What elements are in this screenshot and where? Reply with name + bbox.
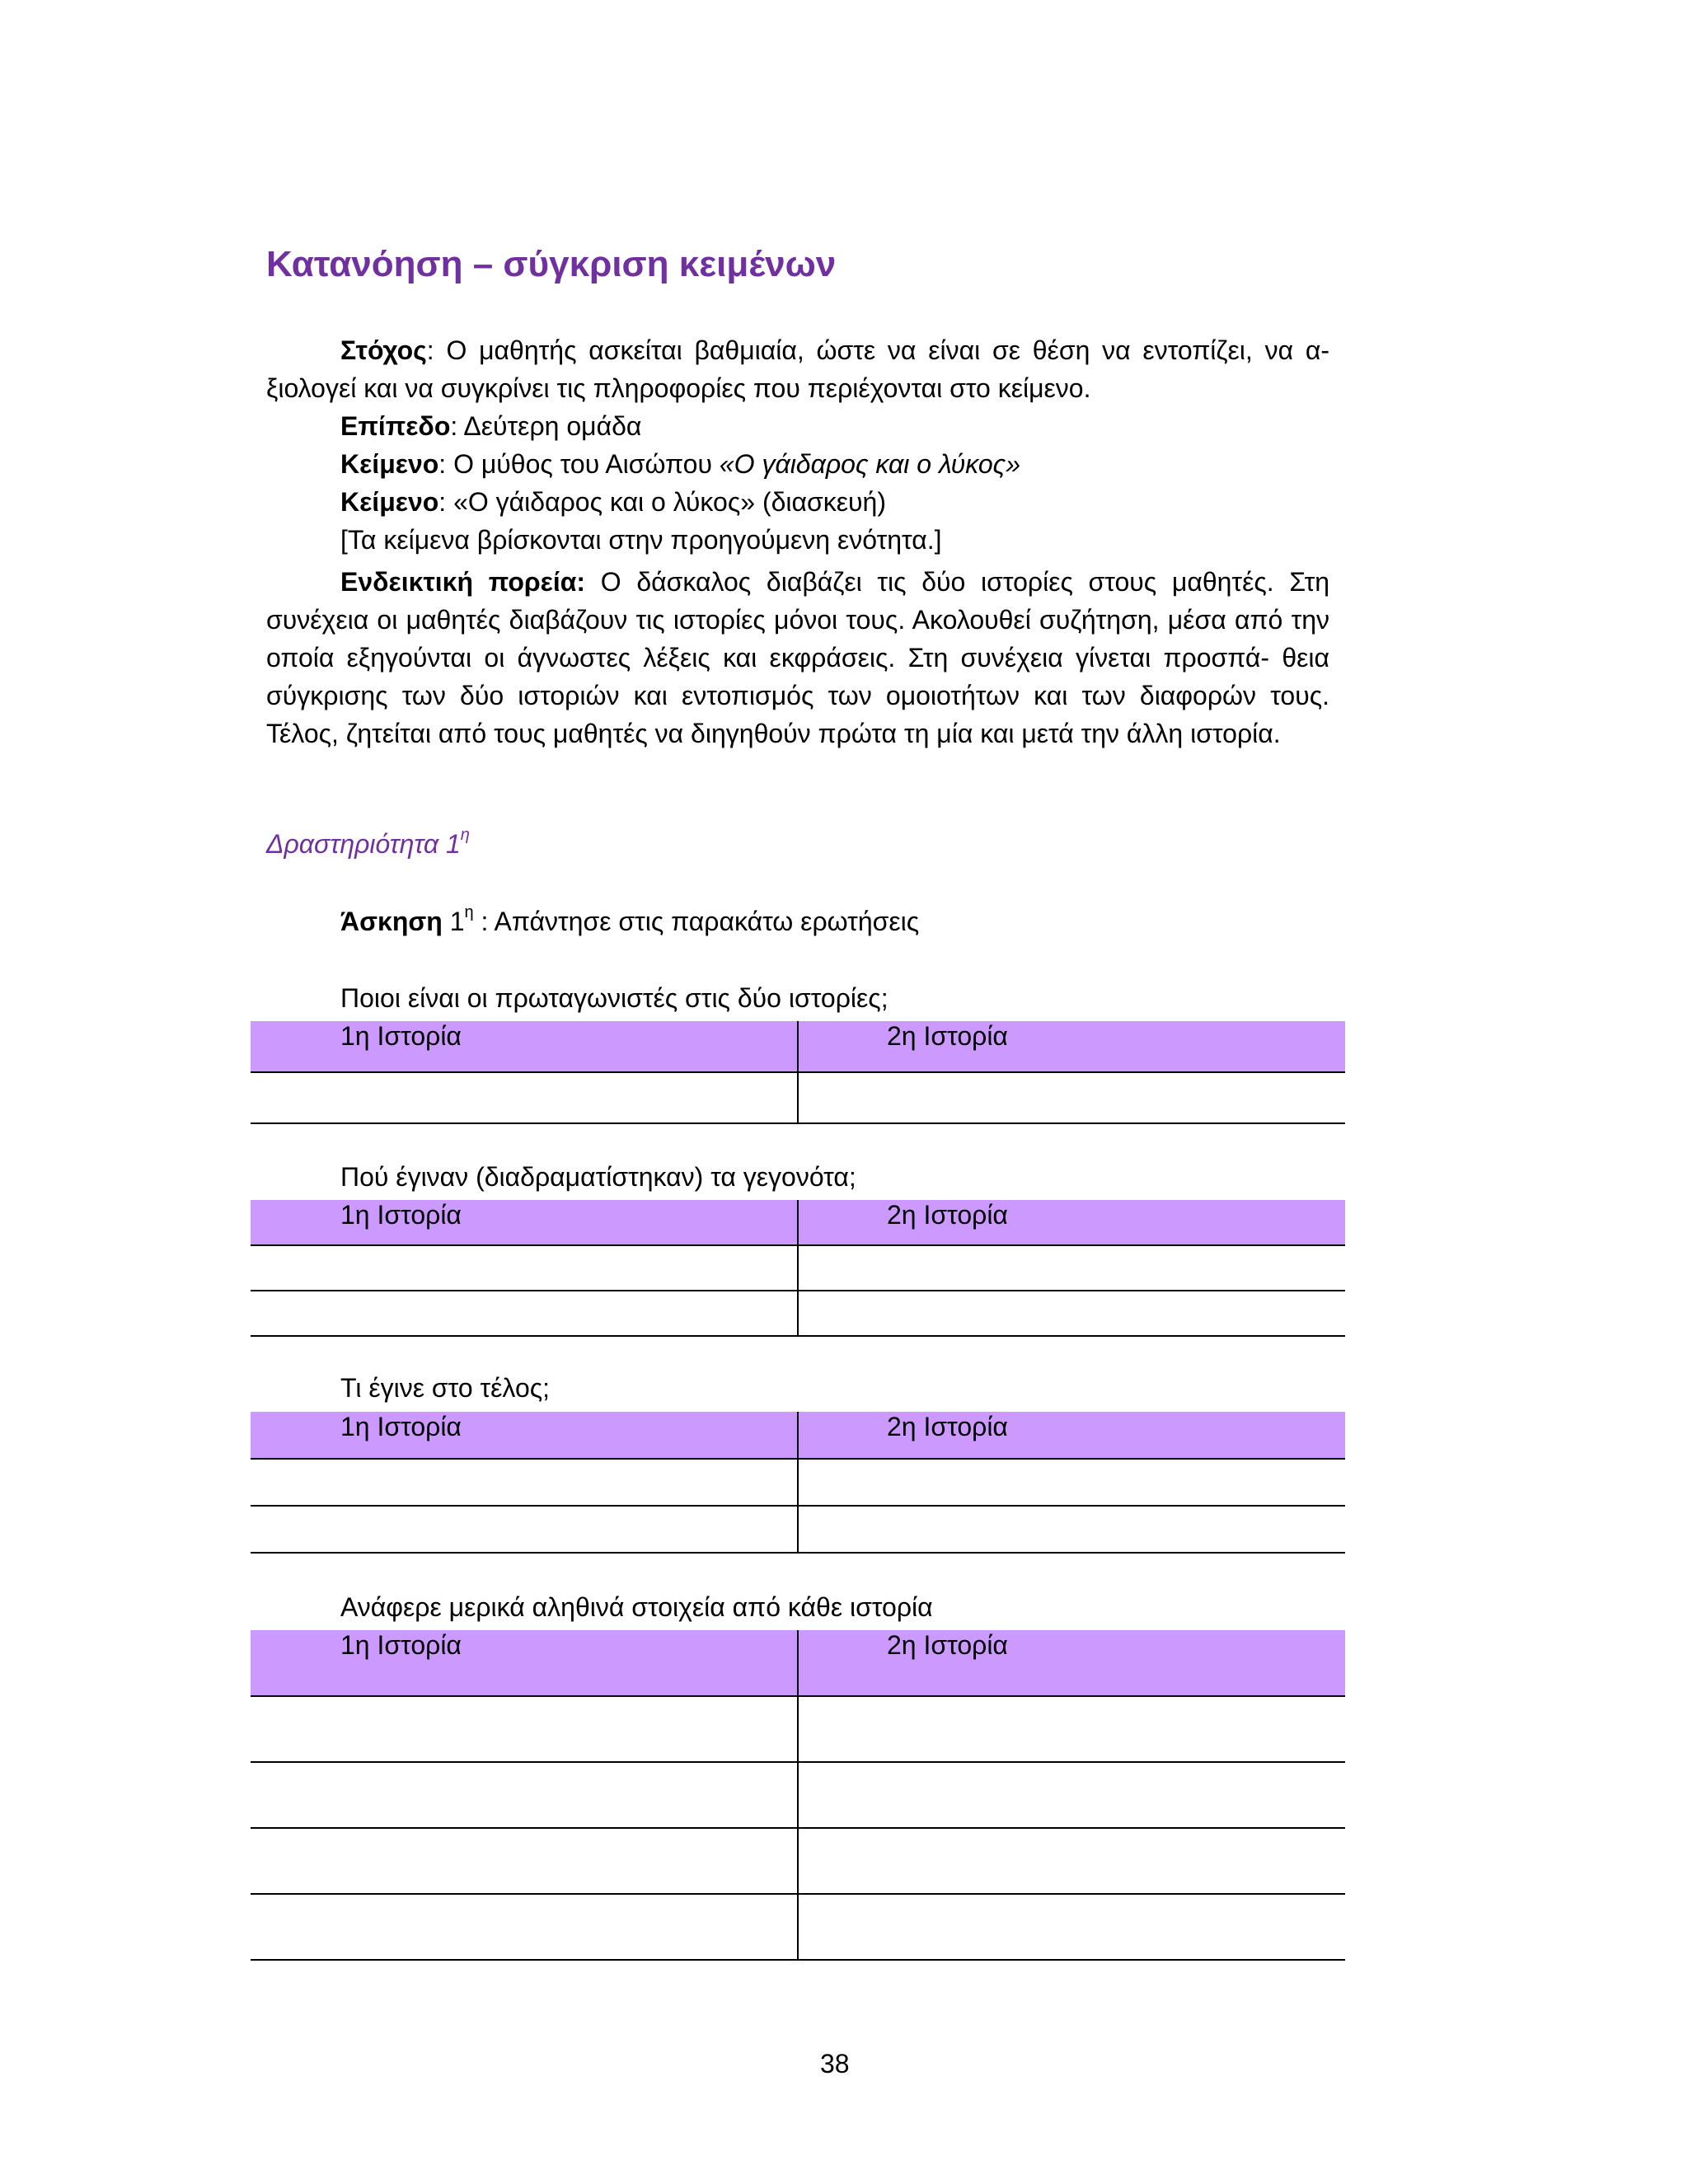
exercise-label: Άσκηση bbox=[340, 907, 443, 936]
text1-label: Κείμενο bbox=[340, 449, 439, 479]
answer-row bbox=[251, 1696, 1345, 1762]
activity-sup: η bbox=[460, 826, 470, 845]
exercise-line bbox=[340, 903, 920, 937]
text2-label: Κείμενο bbox=[340, 487, 439, 517]
header-story-2: 2η Ιστορία bbox=[798, 1412, 1345, 1459]
note-line: [Τα κείμενα βρίσκονται στην προηγούμενη ενότητα.] bbox=[340, 525, 942, 555]
answer-cell-story-2[interactable] bbox=[798, 1762, 1345, 1828]
answer-row bbox=[251, 1459, 1345, 1506]
answer-cell-story-1[interactable] bbox=[251, 1506, 798, 1553]
answer-cell-story-2[interactable] bbox=[798, 1291, 1345, 1336]
question-1: Ποιοι είναι οι πρωταγωνιστές στις δύο ιστορίες; bbox=[340, 983, 889, 1013]
answer-cell-story-2[interactable] bbox=[798, 1506, 1345, 1553]
answer-row bbox=[251, 1072, 1345, 1123]
table-header-row bbox=[251, 1630, 1345, 1696]
answer-table-4 bbox=[251, 1630, 1345, 1961]
answer-row bbox=[251, 1506, 1345, 1553]
header-story-1: 1η Ιστορία bbox=[251, 1021, 798, 1072]
answer-table-3 bbox=[251, 1412, 1345, 1554]
answer-cell-story-2[interactable] bbox=[798, 1696, 1345, 1762]
question-3: Τι έγινε στο τέλος; bbox=[340, 1373, 551, 1403]
answer-cell-story-1[interactable] bbox=[251, 1072, 798, 1123]
header-story-1: 1η Ιστορία bbox=[251, 1630, 798, 1696]
method-paragraph bbox=[266, 563, 1329, 752]
text2-text: : «Ο γάιδαρος και ο λύκος» (διασκευή) bbox=[438, 487, 886, 517]
answer-table-1 bbox=[251, 1021, 1345, 1124]
text1-line bbox=[340, 449, 1020, 480]
text1-title: «Ο γάιδαρος και ο λύκος» bbox=[719, 449, 1021, 479]
answer-cell-story-2[interactable] bbox=[798, 1828, 1345, 1894]
answer-cell-story-2[interactable] bbox=[798, 1072, 1345, 1123]
table-header-row bbox=[251, 1021, 1345, 1072]
text2-line bbox=[340, 487, 886, 518]
exercise-text: : Απάντησε στις παρακάτω ερωτήσεις bbox=[473, 907, 920, 936]
level-text: : Δεύτερη ομάδα bbox=[450, 411, 642, 441]
answer-row bbox=[251, 1762, 1345, 1828]
header-story-2: 2η Ιστορία bbox=[798, 1021, 1345, 1072]
page-number: 38 bbox=[820, 2049, 850, 2079]
answer-cell-story-1[interactable] bbox=[251, 1459, 798, 1506]
goal-paragraph bbox=[266, 331, 1329, 407]
text1-plain: : Ο μύθος του Αισώπου bbox=[438, 449, 720, 479]
answer-cell-story-2[interactable] bbox=[798, 1459, 1345, 1506]
method-label: Ενδεικτική πορεία: bbox=[340, 567, 586, 597]
exercise-number: 1 bbox=[442, 907, 465, 936]
answer-cell-story-1[interactable] bbox=[251, 1245, 798, 1291]
goal-label: Στόχος bbox=[340, 335, 427, 365]
answer-cell-story-1[interactable] bbox=[251, 1696, 798, 1762]
answer-cell-story-2[interactable] bbox=[798, 1245, 1345, 1291]
answer-row bbox=[251, 1894, 1345, 1960]
header-story-2: 2η Ιστορία bbox=[798, 1630, 1345, 1696]
activity-label: Δραστηριότητα 1 bbox=[266, 829, 461, 859]
level-line bbox=[340, 411, 641, 442]
goal-text: : Ο μαθητής ασκείται βαθμιαία, ώστε να είναι σε θέση να εντοπίζει, να α- ξιολογεί και να συγκρίνει τις πληροφορίες που περιέχονται στο κείμενο. bbox=[266, 335, 1329, 403]
answer-cell-story-1[interactable] bbox=[251, 1762, 798, 1828]
table-header-row bbox=[251, 1412, 1345, 1459]
header-story-1: 1η Ιστορία bbox=[251, 1200, 798, 1245]
answer-row bbox=[251, 1245, 1345, 1291]
level-label: Επίπεδο bbox=[340, 411, 451, 441]
activity-title bbox=[266, 826, 470, 860]
table-header-row bbox=[251, 1200, 1345, 1245]
question-4: Ανάφερε μερικά αληθινά στοιχεία από κάθε ιστορία bbox=[340, 1592, 933, 1622]
answer-cell-story-1[interactable] bbox=[251, 1828, 798, 1894]
exercise-sup: η bbox=[464, 903, 474, 922]
answer-row bbox=[251, 1291, 1345, 1336]
answer-cell-story-1[interactable] bbox=[251, 1894, 798, 1960]
method-text: Ο δάσκαλος διαβάζει τις δύο ιστορίες στους μαθητές. Στη συνέχεια οι μαθητές διαβάζουν τις ιστορίες μόνοι τους. Ακολουθεί συζήτηση, μέσα από την οποία εξηγούνται οι άγνωστες λέξεις και εκφράσεις. Στη συνέχεια γίνεται προσπά- θεια σύγκρισης των δύο ιστοριών και εντοπισμός των ομοιοτήτων και των διαφορών τους. Τέλος, ζητείται από τους μαθητές να διηγηθούν πρώτα τη μία και μετά την άλλη ιστορία. bbox=[266, 567, 1330, 748]
answer-table-2 bbox=[251, 1200, 1345, 1337]
answer-cell-story-2[interactable] bbox=[798, 1894, 1345, 1960]
answer-row bbox=[251, 1828, 1345, 1894]
header-story-1: 1η Ιστορία bbox=[251, 1412, 798, 1459]
question-2: Πού έγιναν (διαδραματίστηκαν) τα γεγονότα; bbox=[340, 1162, 856, 1192]
answer-cell-story-1[interactable] bbox=[251, 1291, 798, 1336]
section-heading: Κατανόηση – σύγκριση κειμένων bbox=[266, 244, 837, 284]
header-story-2: 2η Ιστορία bbox=[798, 1200, 1345, 1245]
